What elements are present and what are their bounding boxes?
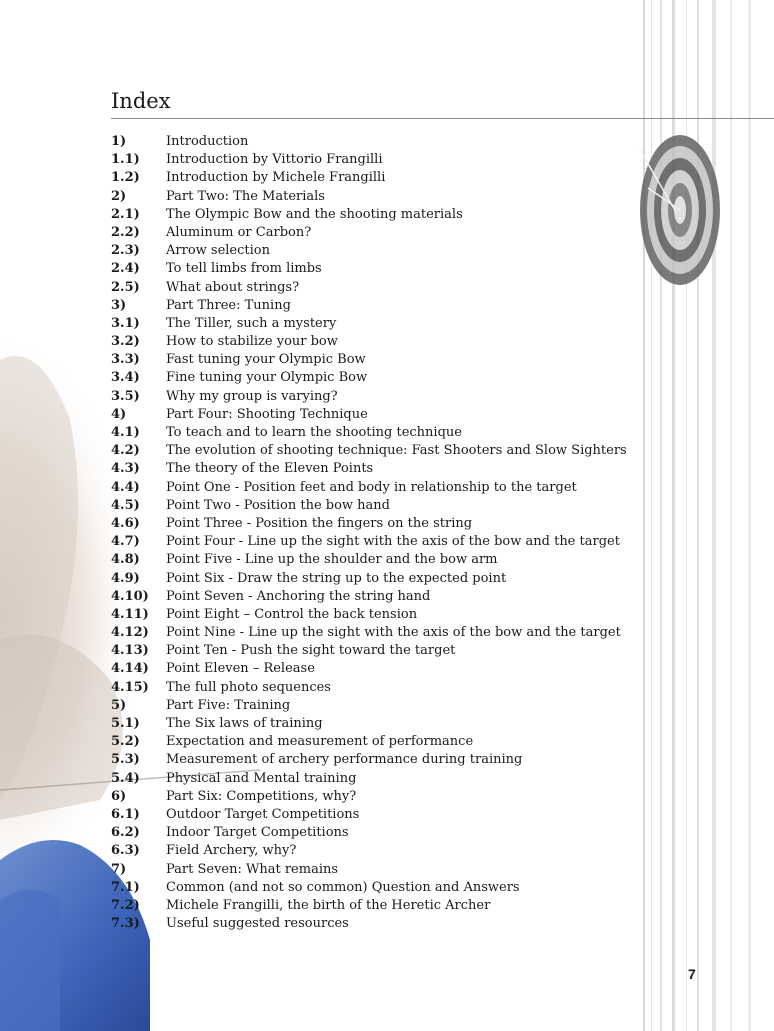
- index-entry: [111, 133, 651, 151]
- index-entry: [111, 424, 651, 442]
- index-entry-title: Introduction by Michele Frangilli: [166, 170, 386, 186]
- index-entry-title: Point Nine - Line up the sight with the axis of the bow and the target: [166, 625, 621, 641]
- index-entry: [111, 915, 651, 933]
- index-entry: [111, 570, 651, 588]
- index-entry-title: Point Seven - Anchoring the string hand: [166, 588, 431, 604]
- index-entry-number: 4.14): [111, 661, 149, 677]
- index-entry-number: 5.1): [111, 716, 140, 731]
- index-entry-number: 7.1): [111, 879, 140, 895]
- index-entry: [111, 279, 651, 297]
- index-entry-title: The evolution of shooting technique: Fast Shooters and Slow Sighters: [166, 443, 627, 459]
- index-entry-number: 6.3): [111, 843, 140, 859]
- index-entry-number: 6.1): [111, 806, 140, 822]
- index-entry-number: 3.4): [111, 370, 140, 386]
- index-entry-number: 7.2): [111, 897, 140, 913]
- index-entry-number: 4.7): [111, 534, 140, 550]
- index-entry-title: Point Eight – Control the back tension: [166, 606, 418, 622]
- index-entry: [111, 606, 651, 624]
- title-divider: [111, 118, 774, 119]
- index-entry: [111, 333, 651, 351]
- index-entry: [111, 479, 651, 497]
- index-entry-number: 5.4): [111, 770, 140, 786]
- index-entry-title: Physical and Mental training: [166, 770, 357, 786]
- index-entry-title: Introduction: [166, 134, 249, 149]
- index-entry-title: Common (and not so common) Question and Answers: [166, 879, 520, 895]
- index-entry: [111, 861, 651, 879]
- index-entry: [111, 242, 651, 260]
- index-entry-number: 4): [111, 406, 127, 422]
- index-entry-title: The Six laws of training: [166, 716, 323, 731]
- index-entry: [111, 806, 651, 824]
- index-entry-title: Outdoor Target Competitions: [166, 806, 360, 822]
- index-entry: [111, 897, 651, 915]
- index-entry-title: The full photo sequences: [166, 679, 331, 695]
- index-entry-title: Fine tuning your Olympic Bow: [166, 370, 368, 386]
- index-entry-title: How to stabilize your bow: [166, 334, 338, 350]
- index-entry-title: Point Three - Position the fingers on the string: [166, 515, 473, 531]
- index-entry-title: Arrow selection: [166, 243, 270, 259]
- index-entry-title: Point Eleven – Release: [166, 661, 315, 677]
- index-entry: [111, 442, 651, 460]
- index-entry-number: 4.15): [111, 679, 149, 695]
- index-entry: [111, 733, 651, 751]
- index-entry: [111, 224, 651, 242]
- index-entry-title: Part Three: Tuning: [166, 297, 291, 313]
- index-entry: [111, 660, 651, 678]
- page-number: 7: [688, 966, 696, 982]
- index-entry-title: Field Archery, why?: [166, 843, 297, 859]
- index-entry-number: 7): [111, 861, 127, 877]
- index-entry-number: 3.2): [111, 334, 140, 350]
- index-entry-number: 3.3): [111, 352, 140, 368]
- index-entry-title: Why my group is varying?: [166, 388, 338, 404]
- index-entry-title: Fast tuning your Olympic Bow: [166, 352, 366, 368]
- index-entry: [111, 751, 651, 769]
- index-entry-title: Introduction by Vittorio Frangilli: [166, 152, 383, 168]
- index-entry-number: 3.5): [111, 388, 140, 404]
- index-entry: [111, 624, 651, 642]
- index-entry-number: 6): [111, 788, 127, 804]
- index-entry: [111, 206, 651, 224]
- index-entry-title: Expectation and measurement of performance: [166, 734, 474, 750]
- index-entry: [111, 879, 651, 897]
- index-entry-number: 2.4): [111, 261, 140, 277]
- index-entry-title: The Olympic Bow and the shooting materials: [166, 206, 463, 222]
- index-entry-number: 2.5): [111, 279, 140, 295]
- index-entry: [111, 770, 651, 788]
- index-entry-number: 4.13): [111, 643, 149, 659]
- index-entry-number: 3): [111, 297, 127, 313]
- index-entry-title: Indoor Target Competitions: [166, 825, 349, 841]
- index-entry-title: Part Two: The Materials: [166, 188, 325, 204]
- index-entry-title: Point One - Position feet and body in relationship to the target: [166, 479, 577, 495]
- index-entry-number: 4.3): [111, 461, 140, 477]
- index-entry-number: 5.2): [111, 734, 140, 750]
- index-entry: [111, 315, 651, 333]
- index-entry: [111, 788, 651, 806]
- index-entry-number: 7.3): [111, 916, 140, 932]
- index-entry-number: 1.1): [111, 152, 140, 168]
- index-entry: [111, 679, 651, 697]
- index-entry-number: 1.2): [111, 170, 140, 186]
- index-entry: [111, 551, 651, 569]
- index-entry: [111, 369, 651, 387]
- index-entry: [111, 588, 651, 606]
- index-entry-number: 5.3): [111, 752, 140, 768]
- index-entry-title: Part Six: Competitions, why?: [166, 788, 357, 804]
- index-entry-number: 4.2): [111, 443, 140, 459]
- index-entry: [111, 715, 651, 733]
- index-entry-title: Part Four: Shooting Technique: [166, 406, 368, 422]
- index-entry-title: Michele Frangilli, the birth of the Heretic Archer: [166, 897, 491, 913]
- index-entry-number: 4.8): [111, 552, 140, 568]
- index-entry-number: 4.6): [111, 515, 140, 531]
- index-entry-title: Useful suggested resources: [166, 916, 349, 932]
- index-entry: [111, 497, 651, 515]
- index-entry-title: To tell limbs from limbs: [166, 261, 322, 277]
- index-entry: [111, 460, 651, 478]
- index-entry-title: The theory of the Eleven Points: [166, 461, 374, 477]
- index-entry-number: 5): [111, 697, 127, 713]
- index-entry-title: Point Ten - Push the sight toward the target: [166, 643, 456, 659]
- index-list: [111, 133, 651, 933]
- index-entry-number: 4.9): [111, 570, 140, 586]
- index-entry: [111, 151, 651, 169]
- index-entry-title: What about strings?: [166, 279, 300, 295]
- index-entry: [111, 169, 651, 187]
- index-entry: [111, 515, 651, 533]
- index-entry: [111, 842, 651, 860]
- index-entry: [111, 388, 651, 406]
- page-title: Index: [111, 89, 171, 113]
- index-entry-title: Part Seven: What remains: [166, 861, 339, 877]
- index-entry-number: 4.11): [111, 606, 149, 622]
- index-entry: [111, 406, 651, 424]
- index-entry: [111, 697, 651, 715]
- index-entry-number: 2.3): [111, 243, 140, 259]
- index-entry-number: 2.2): [111, 224, 140, 240]
- index-entry-number: 1): [111, 134, 127, 149]
- index-entry-title: Point Four - Line up the sight with the axis of the bow and the target: [166, 534, 620, 550]
- index-entry: [111, 297, 651, 315]
- index-entry: [111, 642, 651, 660]
- index-entry-title: Point Six - Draw the string up to the expected point: [166, 570, 507, 586]
- index-entry-title: Part Five: Training: [166, 697, 291, 713]
- index-entry: [111, 351, 651, 369]
- index-entry: [111, 188, 651, 206]
- index-entry-number: 4.1): [111, 425, 140, 440]
- index-entry-number: 4.10): [111, 588, 149, 604]
- index-entry: [111, 260, 651, 278]
- index-entry-number: 6.2): [111, 825, 140, 841]
- index-entry-title: Point Five - Line up the shoulder and the bow arm: [166, 552, 498, 568]
- index-entry: [111, 533, 651, 551]
- index-entry-number: 2): [111, 188, 127, 204]
- index-entry-title: Aluminum or Carbon?: [166, 224, 312, 240]
- index-entry-title: To teach and to learn the shooting technique: [166, 425, 462, 440]
- index-entry-number: 3.1): [111, 315, 140, 331]
- index-entry-number: 2.1): [111, 206, 140, 222]
- index-entry-number: 4.12): [111, 625, 149, 641]
- index-entry-number: 4.5): [111, 497, 140, 513]
- index-entry: [111, 824, 651, 842]
- index-entry-number: 4.4): [111, 479, 140, 495]
- index-entry-title: The Tiller, such a mystery: [166, 315, 337, 331]
- index-entry-title: Point Two - Position the bow hand: [166, 497, 390, 513]
- index-entry-title: Measurement of archery performance during training: [166, 752, 523, 768]
